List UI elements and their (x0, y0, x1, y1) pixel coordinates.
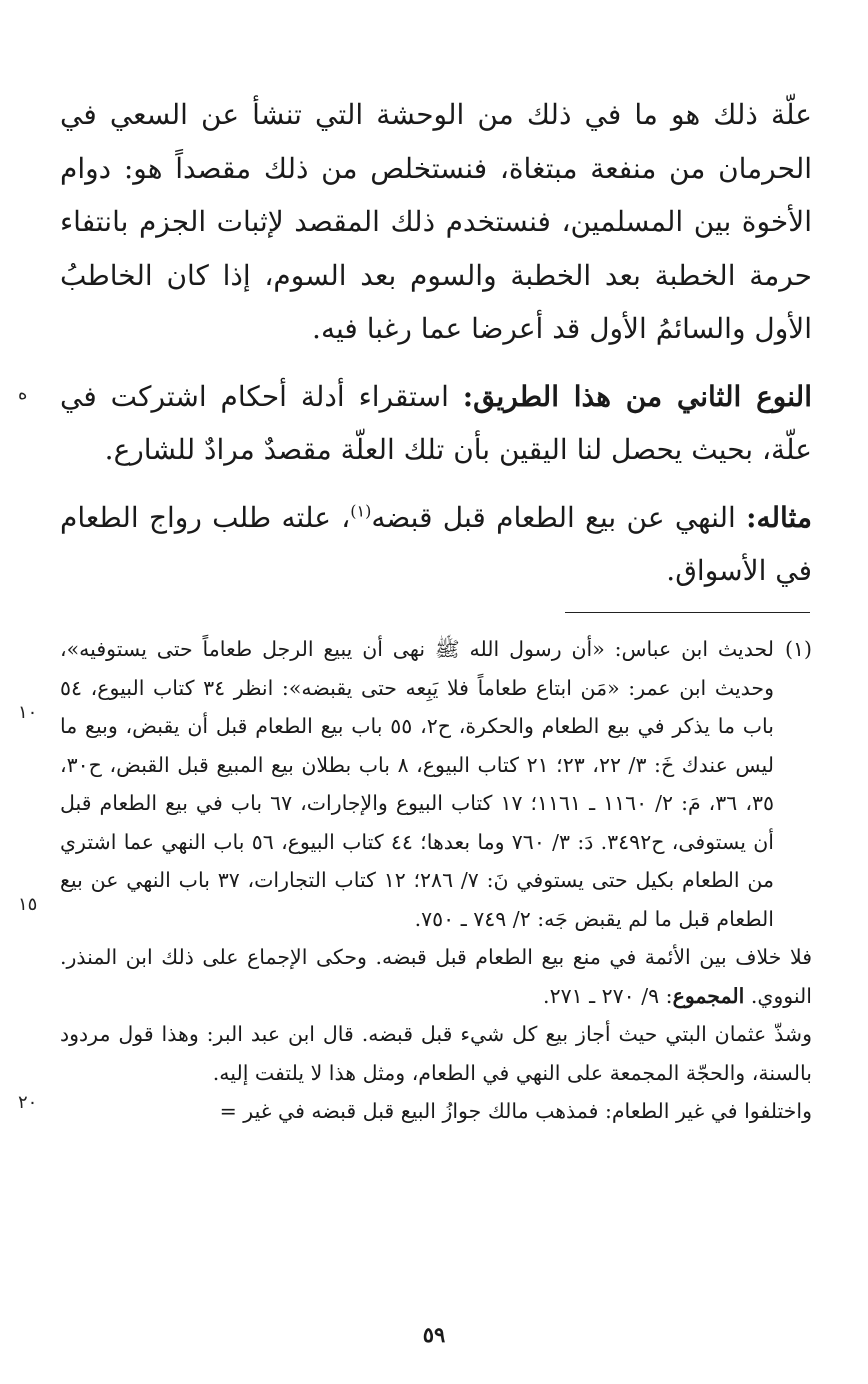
page-number: ٥٩ (422, 1322, 446, 1347)
paragraph-2 (60, 370, 812, 477)
line-number-15: ١٥ (18, 894, 38, 915)
footnote-paragraph-2 (60, 938, 812, 1015)
footnote-1-text: لحديث ابن عباس: «أن رسول الله ﷺ نهى أن يبيع الرجل طعاماً حتى يستوفيه»، وحديث ابن عمر: «مَن ابتاع طعاماً فلا يَبِعه حتى يقبضه»: انظر ٣٤ كتاب البيوع، ٥٤ باب ما يذكر في بيع الطعام والحكرة، ح٢، ٥٥ باب بيع الطعام قبل أن يقبض، وبيع ما ليس عندك خَ: ٣/ ٢٢، ٢٣؛ ٢١ كتاب البيوع، ٨ باب بطلان بيع المبيع قبل القبض، ح٣٠، ٣٥، ٣٦، مَ: ٢/ ١١٦٠ ـ ١١٦١؛ ١٧ كتاب البيوع والإجارات، ٦٧ باب في بيع الطعام قبل أن يستوفى، ح٣٤٩٢. دَ: ٣/ ٧٦٠ وما بعدها؛ ٤٤ كتاب البيوع، ٥٦ باب النهي عما اشتري من الطعام بكيل حتى يستوفي نَ: ٧/ ٢٨٦؛ ١٢ كتاب التجارات، ٣٧ باب النهي عن بيع الطعام قبل ما لم يقبض جَه: ٢/ ٧٤٩ ـ ٧٥٠. (60, 637, 775, 931)
paragraph-2-heading: النوع الثاني من هذا الطريق: (462, 379, 812, 413)
paragraph-3-text: النهي عن بيع الطعام قبل قبضه (371, 500, 747, 534)
footnote-paragraph-4: واختلفوا في غير الطعام: فمذهب مالك جوازُ البيع قبل قبضه في غير = (219, 1099, 812, 1123)
paragraph-2-text: استقراء أدلة أحكام اشتركت في علّة، بحيث يحصل لنا اليقين بأن تلك العلّة مقصدٌ مرادٌ للشارع. (60, 379, 812, 466)
paragraph-3-text-cont: ، علته طلب رواج الطعام في الأسواق. (60, 500, 812, 587)
footnote-2-text: فلا خلاف بين الأئمة في منع بيع الطعام قبل قبضه. وحكى الإجماع على ذلك ابن المنذر. النووي. (60, 945, 812, 1008)
footnote-separator (565, 612, 810, 613)
footnote-2-ref: : ٩/ ٢٧٠ ـ ٢٧١. (543, 983, 673, 1008)
paragraph-1: علّة ذلك هو ما في ذلك من الوحشة التي تنشأ عن السعي في الحرمان من منفعة مبتغاة، فنستخلص من ذلك مقصداً هو: دوام الأخوة بين المسلمين، فنستخدم ذلك المقصد لإثبات الجزم بانتفاء حرمة الخطبة بعد الخطبة والسوم بعد السوم، إذا كان الخاطبُ الأول والسائمُ الأول قد أعرضا عما رغبا فيه. (60, 98, 812, 345)
footnote-ref-1[interactable]: (١) (350, 501, 372, 521)
paragraph-3 (60, 491, 812, 598)
book-title-majmu: المجموع (672, 983, 745, 1008)
footnote-paragraph-3: وشذّ عثمان البتي حيث أجاز بيع كل شيء قبل قبضه. قال ابن عبد البر: وهذا قول مردود بالسنة، والحجّة المجمعة على النهي في الطعام، ومثل هذا لا يلتفت إليه. (60, 1022, 812, 1085)
main-text (60, 88, 812, 598)
footnote-1 (60, 630, 812, 938)
line-number-10: ١٠ (18, 702, 38, 723)
footnote-1-number: (١) (784, 637, 812, 661)
line-number-20: ٢٠ (18, 1092, 38, 1113)
footnotes (60, 630, 812, 1131)
paragraph-3-heading: مثاله: (746, 500, 812, 534)
line-number-5: ه (18, 383, 28, 404)
